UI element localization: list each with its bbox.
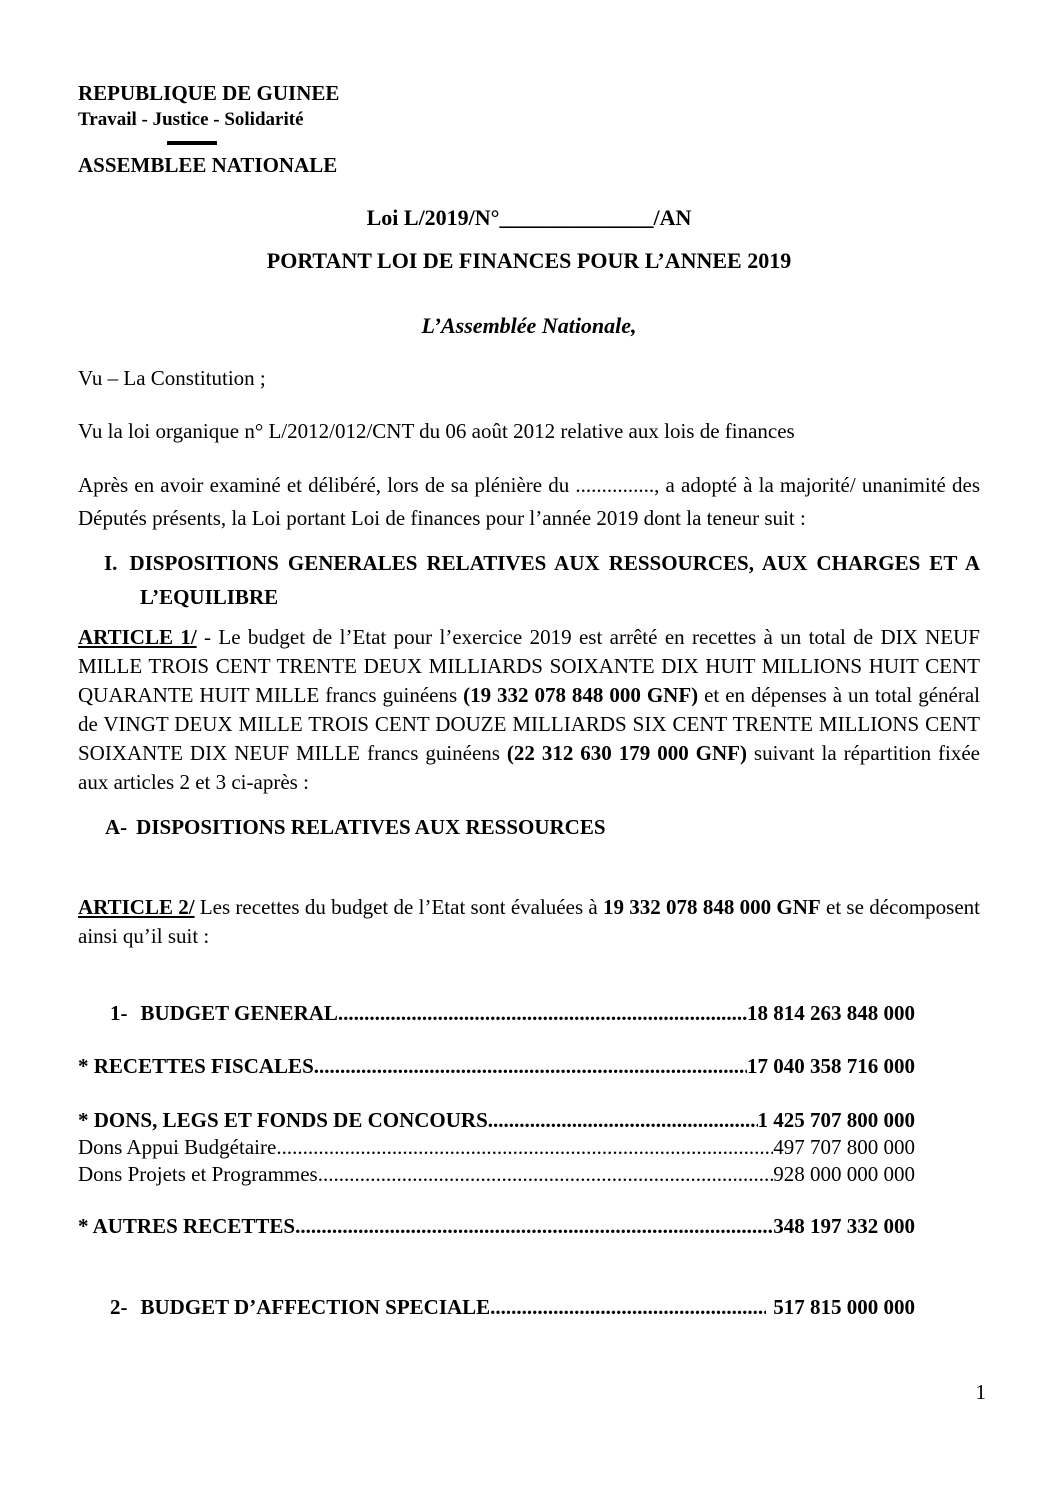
article-2-label: ARTICLE 2/ bbox=[78, 895, 195, 919]
budget-line-value: 18 814 263 848 000 bbox=[747, 1001, 915, 1025]
page-number: 1 bbox=[975, 1380, 986, 1404]
dot-leader bbox=[295, 1212, 773, 1240]
budget-line-recettes-fiscales bbox=[78, 1052, 915, 1080]
budget-line-label: Dons Projets et Programmes bbox=[78, 1162, 318, 1186]
article-2-text-1: Les recettes du budget de l’Etat sont évaluées à bbox=[194, 895, 603, 919]
article-1-text-3: suivant la répartition fixée aux articles 2 et 3 ci-après : bbox=[78, 741, 980, 794]
dot-leader bbox=[488, 1107, 758, 1134]
national-motto: Travail - Justice - Solidarité bbox=[78, 109, 304, 130]
budget-line-number: 2- bbox=[110, 1295, 128, 1319]
dot-leader bbox=[276, 1134, 773, 1161]
article-1-text-2: et en dépenses à un total général de VINGT DEUX MILLE TROIS CENT DOUZE MILLIARDS SIX CENT TRENTE MILLIONS CENT SOIXANTE DIX NEUF MILLE francs guinéens bbox=[78, 683, 981, 765]
budget-line-dons-legs bbox=[78, 1107, 915, 1134]
section-1-numeral: I. bbox=[104, 551, 118, 575]
institution-name: ASSEMBLEE NATIONALE bbox=[78, 153, 338, 177]
budget-line-label: * AUTRES RECETTES bbox=[78, 1214, 296, 1238]
budget-line-dons-projets bbox=[78, 1161, 915, 1188]
letterhead-divider bbox=[167, 141, 217, 145]
budget-line-label: Dons Appui Budgétaire bbox=[78, 1135, 277, 1159]
article-2-amount: 19 332 078 848 000 GNF bbox=[603, 895, 821, 919]
article-1-amount-expense: (22 312 630 179 000 GNF) bbox=[506, 741, 747, 765]
section-a-heading bbox=[78, 813, 980, 842]
adoption-paragraph: Après en avoir examiné et délibéré, lors de sa plénière du ..............., a adopté à la majorité/ unanimité des Députés présents, la Loi portant Loi de finances pour l’année 2019 dont la teneur suit : bbox=[78, 473, 980, 530]
law-number-line: Loi L/2019/N°______________/AN bbox=[366, 205, 692, 230]
budget-line-value: 1 425 707 800 000 bbox=[757, 1108, 915, 1132]
recital-constitution: Vu – La Constitution ; bbox=[78, 366, 266, 390]
budget-line-number: 1- bbox=[110, 1001, 128, 1025]
preamble-author: L’Assemblée Nationale, bbox=[421, 313, 637, 338]
article-1-paragraph bbox=[78, 623, 980, 797]
recital-organic-law: Vu la loi organique n° L/2012/012/CNT du 06 août 2012 relative aux lois de finances bbox=[78, 419, 795, 443]
budget-line-value: 17 040 358 716 000 bbox=[747, 1054, 915, 1078]
article-2-text-2: et se décomposent ainsi qu’il suit : bbox=[78, 895, 980, 948]
dot-leader bbox=[490, 1293, 766, 1321]
dot-leader bbox=[318, 1161, 774, 1188]
dot-leader bbox=[338, 999, 747, 1027]
budget-line-value: 517 815 000 000 bbox=[773, 1295, 915, 1319]
section-1-heading-text: DISPOSITIONS GENERALES RELATIVES AUX RESSOURCES, AUX CHARGES ET A L’EQUILIBRE bbox=[129, 551, 980, 609]
budget-line-value: 348 197 332 000 bbox=[773, 1214, 915, 1238]
law-title: PORTANT LOI DE FINANCES POUR L’ANNEE 2019 bbox=[266, 248, 792, 273]
section-1-heading bbox=[78, 546, 980, 614]
article-2-paragraph bbox=[78, 893, 980, 951]
article-1-amount-revenue: (19 332 078 848 000 GNF) bbox=[463, 683, 699, 707]
budget-line-label: BUDGET GENERAL bbox=[140, 1001, 338, 1025]
budget-line-label: * DONS, LEGS ET FONDS DE CONCOURS bbox=[78, 1108, 488, 1132]
section-a-prefix: A- bbox=[105, 815, 128, 839]
budget-line-value: 497 707 800 000 bbox=[773, 1135, 915, 1159]
budget-line-affection-speciale bbox=[110, 1293, 915, 1321]
budget-line-label: * RECETTES FISCALES bbox=[78, 1054, 314, 1078]
article-1-text-1: - Le budget de l’Etat pour l’exercice 2019 est arrêté en recettes à un total de DIX NEUF MILLE TROIS CENT TRENTE DEUX MILLIARDS SOIXANTE DIX HUIT MILLIONS HUIT CENT QUARANTE HUIT MILLE francs guinéens bbox=[78, 625, 980, 707]
country-name: REPUBLIQUE DE GUINEE bbox=[78, 81, 340, 105]
letterhead bbox=[78, 80, 980, 179]
article-1-label: ARTICLE 1/ bbox=[78, 625, 197, 649]
budget-line-general bbox=[110, 999, 915, 1027]
budget-line-autres-recettes bbox=[78, 1212, 915, 1240]
section-a-heading-text: DISPOSITIONS RELATIVES AUX RESSOURCES bbox=[136, 815, 606, 839]
budget-line-label: BUDGET D’AFFECTION SPECIALE bbox=[140, 1295, 491, 1319]
dot-leader bbox=[314, 1052, 747, 1080]
budget-line-dons-appui bbox=[78, 1134, 915, 1161]
budget-line-value: 928 000 000 000 bbox=[773, 1162, 915, 1186]
